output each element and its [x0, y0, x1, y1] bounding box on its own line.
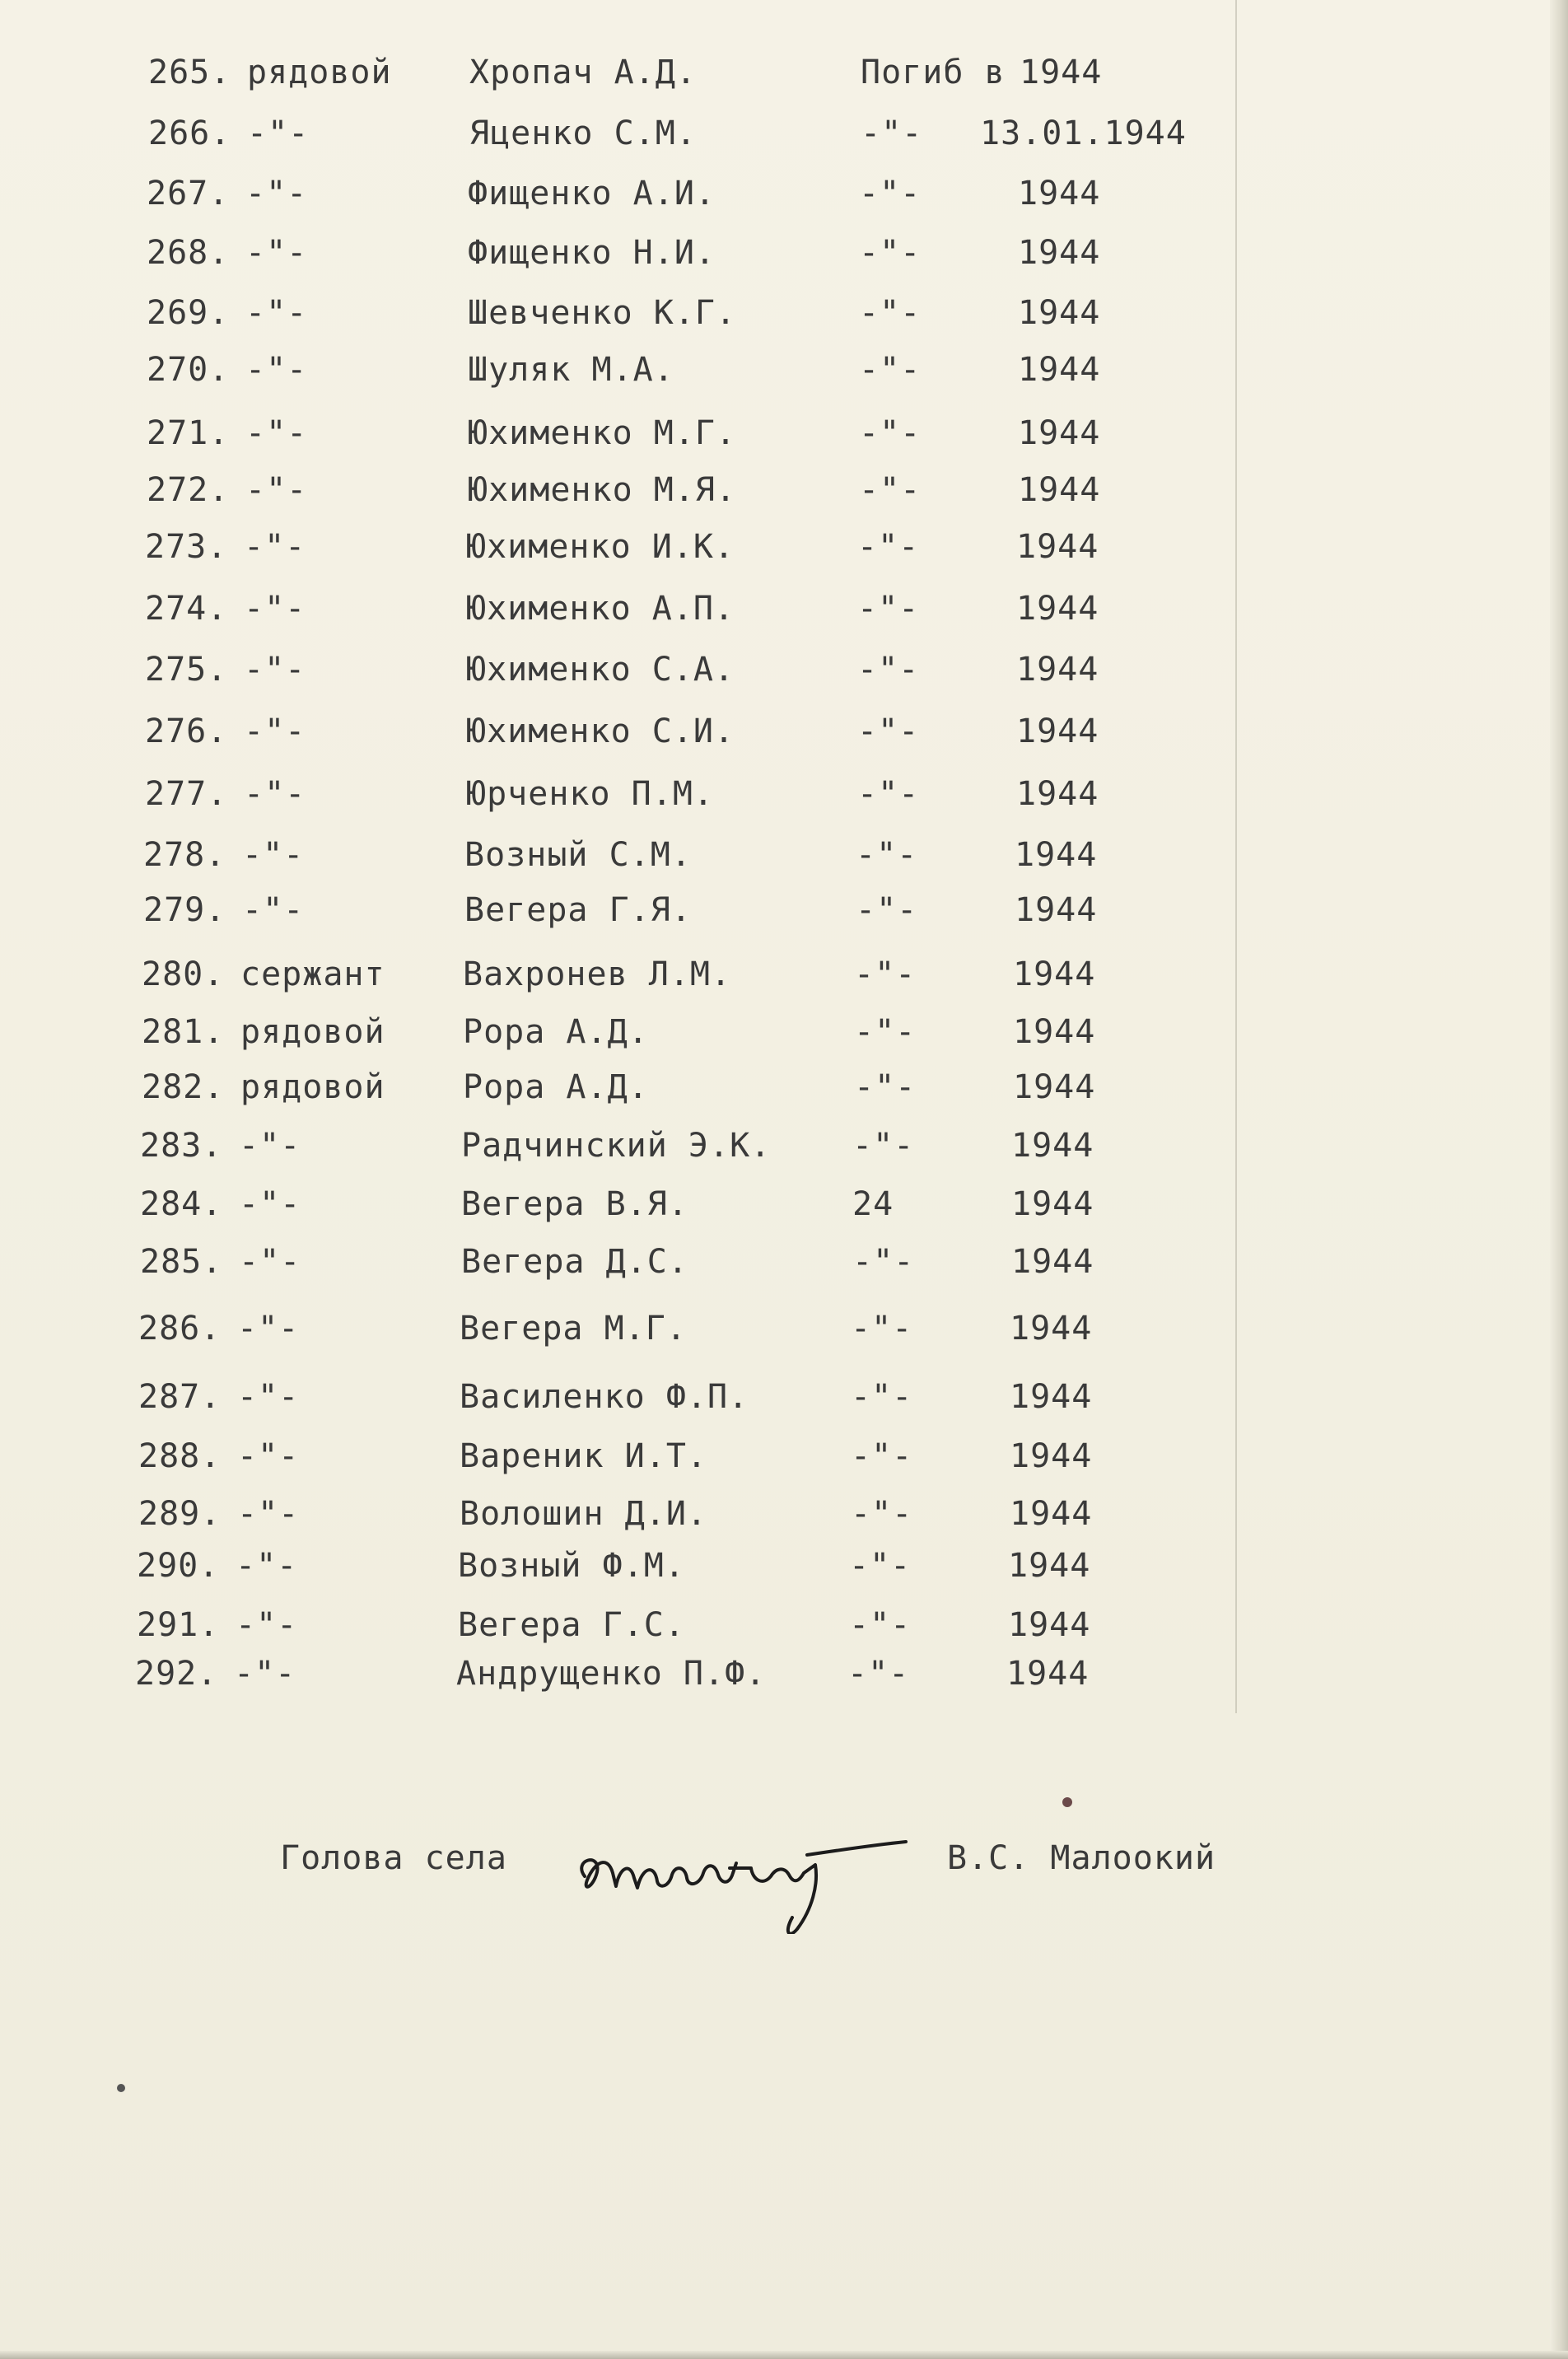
- entry-rank: -"-: [236, 1547, 298, 1585]
- entry-status: -"-: [856, 891, 918, 929]
- entry-rank: -"-: [237, 1310, 300, 1348]
- list-row: [0, 410, 1566, 456]
- entry-status: -"-: [859, 351, 922, 389]
- entry-rank: рядовой: [247, 54, 392, 91]
- entry-status: -"-: [857, 528, 920, 566]
- entry-name: Юхименко М.Г.: [468, 414, 737, 452]
- entry-name: Вахронев Л.М.: [463, 955, 732, 993]
- entry-year: 1944: [1018, 471, 1101, 509]
- entry-year: 1944: [1010, 1495, 1093, 1533]
- entry-name: Юхименко С.И.: [466, 712, 735, 750]
- list-row: [0, 524, 1565, 570]
- entry-name: Вегера М.Г.: [460, 1310, 687, 1348]
- entry-year: 1944: [1018, 175, 1101, 213]
- entry-name: Вегера В.Я.: [461, 1185, 688, 1223]
- entry-status: -"-: [854, 955, 917, 993]
- entry-name: Юхименко М.Я.: [468, 471, 737, 509]
- entry-rank: рядовой: [240, 1068, 385, 1106]
- list-row: [0, 110, 1568, 156]
- entry-status: -"-: [859, 414, 922, 452]
- entry-name: Шуляк М.А.: [468, 351, 674, 389]
- entry-rank: -"-: [247, 114, 310, 152]
- entry-number: 285.: [140, 1243, 223, 1281]
- signatory-name: В.С. Малоокий: [947, 1839, 1216, 1877]
- entry-year: 1944: [1016, 590, 1099, 628]
- entry-number: 281.: [142, 1013, 225, 1051]
- entry-number: 265.: [148, 54, 231, 91]
- entry-rank: -"-: [237, 1495, 300, 1533]
- entry-name: Юхименко А.П.: [466, 590, 735, 628]
- entry-name: Возный Ф.М.: [458, 1547, 685, 1585]
- list-row: [0, 1602, 1556, 1648]
- ink-speck: [1062, 1797, 1072, 1807]
- entry-name: Рора А.Д.: [463, 1013, 649, 1051]
- entry-number: 266.: [148, 114, 231, 152]
- entry-rank: -"-: [239, 1127, 301, 1165]
- list-row: [0, 1491, 1558, 1537]
- handwritten-signature: [568, 1827, 922, 1934]
- entry-name: Андрущенко П.Ф.: [456, 1655, 767, 1693]
- entry-year: 1944: [1015, 836, 1098, 874]
- list-row: [0, 1123, 1560, 1169]
- entry-number: 286.: [138, 1310, 222, 1348]
- entry-name: Василенко Ф.П.: [460, 1378, 749, 1416]
- entry-rank: -"-: [244, 775, 306, 813]
- entry-year: 1944: [1010, 1378, 1093, 1416]
- entry-name: Фищенко А.И.: [468, 175, 716, 213]
- entry-name: Вегера Г.Я.: [464, 891, 692, 929]
- entry-status: -"-: [847, 1655, 910, 1693]
- list-row: [0, 951, 1561, 997]
- entry-status: -"-: [852, 1127, 915, 1165]
- entry-number: 290.: [137, 1547, 220, 1585]
- entry-year: 1944: [1016, 712, 1099, 750]
- entry-year: 1944: [1011, 1185, 1094, 1223]
- entry-number: 273.: [145, 528, 228, 566]
- entry-status: -"-: [849, 1547, 912, 1585]
- entry-rank: рядовой: [240, 1013, 385, 1051]
- entry-status: -"-: [857, 775, 920, 813]
- entry-rank: -"-: [244, 528, 306, 566]
- entry-number: 283.: [140, 1127, 223, 1165]
- entry-rank: -"-: [245, 351, 308, 389]
- entry-number: 291.: [137, 1606, 220, 1644]
- entry-number: 268.: [147, 234, 230, 272]
- entry-number: 289.: [138, 1495, 222, 1533]
- list-row: [0, 887, 1563, 933]
- entry-status: -"-: [857, 651, 920, 689]
- entry-year: 1944: [1008, 1606, 1091, 1644]
- entry-year: 1944: [1018, 234, 1101, 272]
- entry-number: 276.: [145, 712, 228, 750]
- entry-rank: -"-: [239, 1243, 301, 1281]
- entry-number: 271.: [147, 414, 230, 452]
- signature-block: [0, 1827, 1568, 1926]
- entry-rank: -"-: [245, 414, 308, 452]
- entry-rank: -"-: [242, 891, 305, 929]
- entry-name: Рора А.Д.: [463, 1068, 649, 1106]
- entry-year: 1944: [1018, 294, 1101, 332]
- list-row: [0, 290, 1566, 336]
- entry-rank: -"-: [237, 1437, 300, 1475]
- entry-status: -"-: [851, 1310, 913, 1348]
- paper-bottom-edge: [0, 2351, 1568, 2359]
- entry-name: Радчинский Э.К.: [461, 1127, 772, 1165]
- list-row: [0, 832, 1563, 878]
- entry-status: -"-: [854, 1013, 917, 1051]
- entry-rank: -"-: [236, 1606, 298, 1644]
- entry-rank: -"-: [239, 1185, 301, 1223]
- entry-year: 1944: [1018, 414, 1101, 452]
- entry-rank: -"-: [245, 175, 308, 213]
- entry-status: -"-: [851, 1437, 913, 1475]
- entry-name: Юхименко С.А.: [466, 651, 735, 689]
- entry-status: -"-: [861, 114, 923, 152]
- list-row: [0, 1651, 1555, 1697]
- entry-year: 1944: [1016, 651, 1099, 689]
- list-row: [0, 1374, 1558, 1420]
- entry-status: -"-: [859, 234, 922, 272]
- entry-name: Яценко С.М.: [469, 114, 697, 152]
- list-row: [0, 467, 1566, 513]
- entry-name: Вареник И.Т.: [460, 1437, 707, 1475]
- entry-year: 1944: [1010, 1310, 1093, 1348]
- entry-rank: -"-: [245, 234, 308, 272]
- entry-year: 13.01.1944: [980, 114, 1187, 152]
- entry-number: 288.: [138, 1437, 222, 1475]
- list-row: [0, 347, 1566, 393]
- list-row: [0, 49, 1568, 96]
- entry-number: 278.: [143, 836, 226, 874]
- entry-status: -"-: [857, 712, 920, 750]
- entry-number: 269.: [147, 294, 230, 332]
- entry-status: Погиб в: [861, 54, 1006, 91]
- entry-status: -"-: [851, 1378, 913, 1416]
- entry-status: -"-: [859, 471, 922, 509]
- entry-number: 284.: [140, 1185, 223, 1223]
- entry-number: 280.: [142, 955, 225, 993]
- entry-rank: -"-: [234, 1655, 296, 1693]
- entry-number: 275.: [145, 651, 228, 689]
- entry-rank: -"-: [245, 294, 308, 332]
- entry-name: Фищенко Н.И.: [468, 234, 716, 272]
- entry-name: Юхименко И.К.: [466, 528, 735, 566]
- entry-year: 1944: [1010, 1437, 1093, 1475]
- list-row: [0, 1181, 1560, 1227]
- list-row: [0, 708, 1565, 754]
- entry-name: Шевченко К.Г.: [468, 294, 737, 332]
- entry-year: 1944: [1008, 1547, 1091, 1585]
- entry-year: 1944: [1006, 1655, 1090, 1693]
- entry-rank: -"-: [237, 1378, 300, 1416]
- list-row: [0, 1306, 1558, 1352]
- entry-status: -"-: [854, 1068, 917, 1106]
- entry-year: 1944: [1013, 1068, 1096, 1106]
- entry-year: 1944: [1020, 54, 1103, 91]
- entry-number: 277.: [145, 775, 228, 813]
- entry-name: Возный С.М.: [464, 836, 692, 874]
- entry-status: 24: [852, 1185, 894, 1223]
- entry-status: -"-: [851, 1495, 913, 1533]
- entry-number: 279.: [143, 891, 226, 929]
- entry-year: 1944: [1011, 1243, 1094, 1281]
- entry-rank: -"-: [242, 836, 305, 874]
- list-row: [0, 586, 1565, 632]
- entry-rank: -"-: [244, 712, 306, 750]
- entry-year: 1944: [1013, 1013, 1096, 1051]
- list-row: [0, 647, 1565, 693]
- entry-year: 1944: [1011, 1127, 1094, 1165]
- entry-rank: -"-: [244, 590, 306, 628]
- entry-number: 292.: [135, 1655, 218, 1693]
- entry-name: Вегера Г.С.: [458, 1606, 685, 1644]
- entry-name: Хропач А.Д.: [469, 54, 697, 91]
- list-row: [0, 771, 1565, 817]
- entry-rank: -"-: [245, 471, 308, 509]
- signatory-role: Голова села: [280, 1839, 507, 1877]
- entry-number: 274.: [145, 590, 228, 628]
- entry-year: 1944: [1016, 775, 1099, 813]
- entry-number: 282.: [142, 1068, 225, 1106]
- list-row: [0, 1064, 1561, 1110]
- ink-speck: [117, 2084, 125, 2092]
- entry-number: 272.: [147, 471, 230, 509]
- entry-number: 287.: [138, 1378, 222, 1416]
- entry-year: 1944: [1016, 528, 1099, 566]
- entry-status: -"-: [859, 175, 922, 213]
- list-row: [0, 1433, 1558, 1479]
- entry-rank: -"-: [244, 651, 306, 689]
- entry-number: 267.: [147, 175, 230, 213]
- entry-number: 270.: [147, 351, 230, 389]
- entry-name: Вегера Д.С.: [461, 1243, 688, 1281]
- list-row: [0, 230, 1566, 276]
- entry-status: -"-: [856, 836, 918, 874]
- entry-status: -"-: [849, 1606, 912, 1644]
- entry-year: 1944: [1013, 955, 1096, 993]
- list-row: [0, 1239, 1560, 1285]
- entry-year: 1944: [1015, 891, 1098, 929]
- entry-name: Волошин Д.И.: [460, 1495, 707, 1533]
- list-row: [0, 1009, 1561, 1055]
- entry-year: 1944: [1018, 351, 1101, 389]
- list-row: [0, 171, 1566, 217]
- entry-status: -"-: [852, 1243, 915, 1281]
- entry-rank: сержант: [240, 955, 385, 993]
- entry-status: -"-: [859, 294, 922, 332]
- entry-status: -"-: [857, 590, 920, 628]
- list-row: [0, 1543, 1556, 1589]
- entry-name: Юрченко П.М.: [466, 775, 714, 813]
